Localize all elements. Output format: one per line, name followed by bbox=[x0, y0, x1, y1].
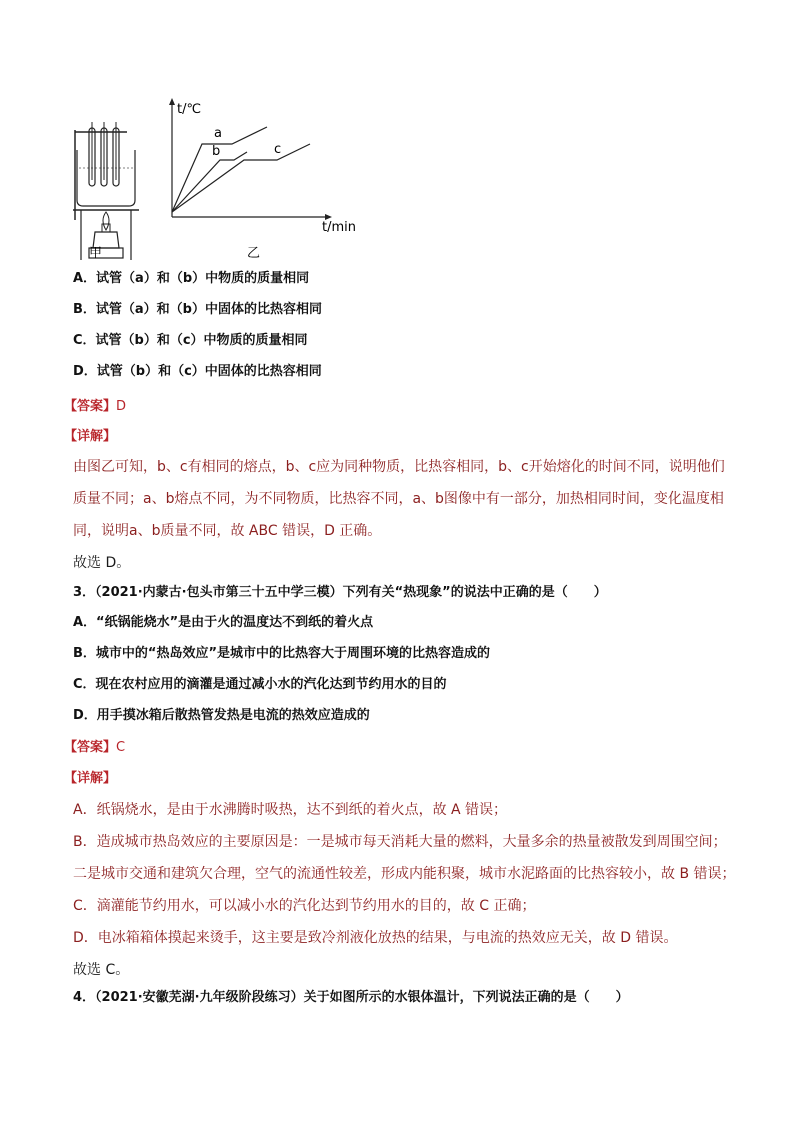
q2-option-a: A．试管（a）和（b）中物质的质量相同 bbox=[73, 271, 310, 286]
q2-option-b: B．试管（a）和（b）中固体的比热容相同 bbox=[73, 302, 322, 317]
q3-answer-value: C bbox=[116, 740, 126, 755]
q2-option-c: C．试管（b）和（c）中物质的质量相同 bbox=[73, 333, 308, 348]
q3-detail-line-4: C．滴灌能节约用水，可以减小水的汽化达到节约用水的目的，故 C 正确； bbox=[73, 898, 536, 914]
figure-label-yi: 乙 bbox=[247, 246, 261, 261]
curve-b-label: b bbox=[212, 144, 221, 159]
q2-detail-line-4: 故选 D。 bbox=[73, 555, 131, 571]
q2-answer-tag: 【答案】 bbox=[64, 399, 117, 414]
q2-answer-value: D bbox=[116, 399, 127, 414]
q3-answer-tag: 【答案】 bbox=[64, 740, 117, 755]
q4-stem: 4．（2021·安徽芜湖·九年级阶段练习）关于如图所示的水银体温计，下列说法正确的是（ ） bbox=[73, 990, 629, 1005]
q3-option-c: C．现在农村应用的滴灌是通过减小水的汽化达到节约用水的目的 bbox=[73, 677, 447, 692]
q3-detail-line-6: 故选 C。 bbox=[73, 962, 130, 978]
q3-detail-line-5: D．电冰箱箱体摸起来烫手，这主要是致冷剂液化放热的结果，与电流的热效应无关，故 D 错误。 bbox=[73, 930, 678, 946]
q3-option-b: B．城市中的“热岛效应”是城市中的比热容大于周围环境的比热容造成的 bbox=[73, 646, 490, 661]
graph-x-label: t/min bbox=[322, 220, 356, 235]
q3-detail-line-1: A．纸锅烧水，是由于水沸腾时吸热，达不到纸的着火点，故 A 错误； bbox=[73, 802, 508, 818]
q3-detail-line-2: B．造成城市热岛效应的主要原因是：一是城市每天消耗大量的燃料，大量多余的热量被散发到周围空间； bbox=[73, 834, 727, 850]
q2-detail-line-3: 同，说明a、b质量不同，故 ABC 错误，D 正确。 bbox=[73, 523, 382, 539]
q3-detail-tag: 【详解】 bbox=[64, 771, 117, 786]
curve-c bbox=[172, 144, 310, 212]
apparatus-diagram bbox=[67, 120, 147, 270]
curve-c-label: c bbox=[274, 142, 282, 157]
question-figure bbox=[62, 92, 382, 262]
q3-detail-line-3: 二是城市交通和建筑欠合理，空气的流通性较差，形成内能积聚，城市水泥路面的比热容较小，故 B 错误； bbox=[73, 866, 736, 882]
curve-a-label: a bbox=[214, 126, 222, 141]
q2-detail-line-2: 质量不同；a、b熔点不同，为不同物质，比热容不同，a、b图像中有一部分，加热相同时间，变化温度相 bbox=[73, 491, 724, 507]
q3-option-d: D．用手摸冰箱后散热管发热是电流的热效应造成的 bbox=[73, 708, 370, 723]
q2-detail-line-1: 由图乙可知，b、c有相同的熔点，b、c应为同种物质，比热容相同，b、c开始熔化的时间不同，说明他们 bbox=[73, 459, 725, 475]
q3-answer bbox=[64, 739, 125, 757]
graph-y-label: t/℃ bbox=[177, 102, 202, 117]
figure-label-jia: 甲 bbox=[89, 246, 103, 261]
q3-stem: 3．（2021·内蒙古·包头市第三十五中学三模）下列有关“热现象”的说法中正确的是（ ） bbox=[73, 585, 607, 600]
q3-option-a: A．“纸锅能烧水”是由于火的温度达不到纸的着火点 bbox=[73, 615, 374, 630]
curve-b bbox=[172, 152, 247, 212]
q2-option-d: D．试管（b）和（c）中固体的比热容相同 bbox=[73, 364, 322, 379]
q2-detail-tag: 【详解】 bbox=[64, 429, 117, 444]
q2-answer bbox=[64, 398, 126, 416]
